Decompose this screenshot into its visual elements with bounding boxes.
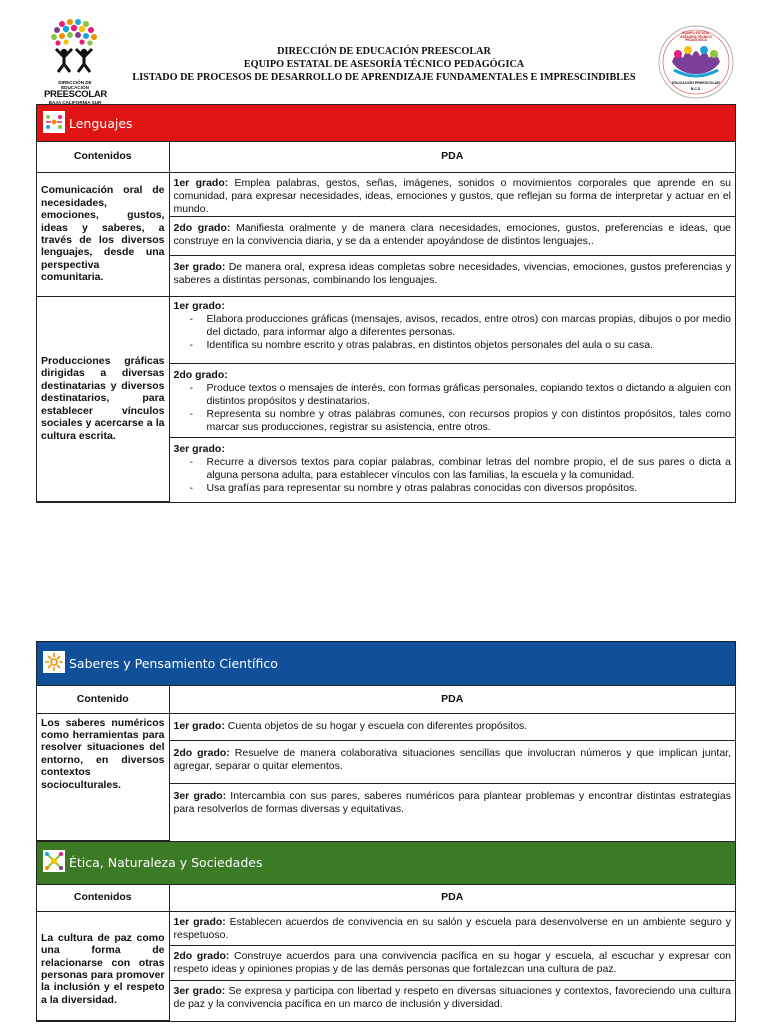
table-row (37, 912, 735, 946)
grade-label: 3er grado: (173, 789, 227, 802)
saberes-icon (43, 651, 65, 676)
list-item: - Usa grafías para representar su nombre y otras palabras conocidas con diversos propósitos. (174, 482, 732, 495)
saberes-etica-section (36, 641, 736, 1022)
content-cell: Producciones gráficas dirigidas a diversas destinatarias y diversos destinatarios, para establecer vínculos sociales y acercarse a la cultura escrita. (37, 296, 169, 501)
column-header-contenido: Contenido (37, 686, 169, 713)
pda-cell (169, 740, 735, 783)
lenguajes-table (37, 142, 735, 502)
grade-label: 1er grado: (173, 916, 226, 928)
content-cell: La cultura de paz como una forma de relacionarse con otras personas para promover la inclusión y el respeto a la diversidad. (37, 912, 169, 1021)
etica-table (37, 885, 735, 1022)
list-item: - Recurre a diversos textos para copiar palabras, combinar letras del nombre propio, el de sus pares o dicta a alguna persona adulta, para establecer vínculos con las familias, la escuela y la comunidad. (174, 456, 732, 482)
list-item: - Representa su nombre y otras palabras comunes, con recursos propios y con distintos propósitos, tales como marcar sus producciones, registrar su asistencia, entre otros. (174, 408, 732, 434)
grade-label: 3er grado: (173, 985, 226, 997)
table-header-row (37, 686, 735, 713)
logo-sub-text: BAJA CALIFORNIA SUR (48, 100, 102, 105)
pda-cell (169, 363, 735, 437)
saberes-header-bar (37, 642, 735, 686)
list-item: - Produce textos o mensajes de interés, con formas gráficas personales, copiando textos o dictando a alguien con distintos propósitos y destinatarios. (174, 382, 732, 408)
lenguajes-title: Lenguajes (69, 115, 133, 131)
grade-text: Resuelve de manera colaborativa situaciones sencillas que involucran números y que implican juntar, agregar, separar o quitar elementos. (173, 746, 732, 772)
table-row (37, 713, 735, 740)
saberes-table (37, 686, 735, 841)
lenguajes-header-bar (37, 105, 735, 142)
grade-text: De manera oral, expresa ideas completas sobre necesidades, vivencias, emociones, gustos preferencias y saberes a distintas personas, combinando los lenguajes. (173, 260, 731, 286)
emblem-tiny-text: B.C.S. (691, 87, 701, 91)
emblem-bottom-text: EDUCACIÓN PREESCOLAR (672, 81, 720, 85)
lenguajes-icon (43, 111, 65, 136)
grade-label: 2do grado: (173, 368, 228, 381)
tree-icon (44, 18, 106, 74)
lenguajes-section (36, 104, 736, 503)
column-header-pda: PDA (169, 142, 735, 172)
pda-cell (169, 981, 735, 1021)
table-row (37, 296, 735, 363)
grade-text: Construye acuerdos para una convivencia pacífica en su hogar y escuela, al escuchar y expresar con respeto ideas y opiniones propias y de las demás personas que fortalezcan una cultura de paz. (173, 950, 731, 975)
logo-big-text: PREESCOLAR (44, 89, 107, 100)
column-header-contenidos: Contenidos (37, 142, 169, 172)
header-line-3: LISTADO DE PROCESOS DE DESARROLLO DE APRENDIZAJE FUNDAMENTALES E IMPRESCINDIBLES (132, 72, 636, 83)
etica-icon (43, 850, 65, 875)
column-header-contenidos: Contenidos (37, 885, 169, 912)
grade-label: 1er grado: (173, 720, 225, 732)
grade-label: 2do grado: (173, 746, 230, 759)
list-item: - Elabora producciones gráficas (mensajes, avisos, recados, entre otros) con marcas propias, dibujos o por medio del dictado, para informar algo a diferentes personas. (174, 313, 732, 339)
grade-text: Cuenta objetos de su hogar y escuela con diferentes propósitos. (227, 720, 528, 732)
table-row (37, 172, 735, 216)
pda-cell (169, 296, 735, 363)
grade-text: Intercambia con sus pares, saberes numéricos para plantear problemas y encontrar distintas estrategias para resolverlos de formas diversas y equitativas. (173, 789, 731, 815)
equipo-estatal-logo (656, 24, 736, 100)
pda-cell (169, 216, 735, 255)
header-titles (100, 45, 668, 84)
content-cell: Los saberes numéricos como herramientas para resolver situaciones del entorno, en diversos contextos socioculturales. (37, 713, 169, 840)
table-header-row (37, 885, 735, 912)
column-header-pda: PDA (169, 686, 735, 713)
list-item: - Identifica su nombre escrito y otras palabras, en distintos objetos personales del aula o su casa. (174, 339, 732, 352)
grade-text: Establecen acuerdos de convivencia en su salón y escuela para desenvolverse en un ambiente seguro y respetuoso. (173, 916, 731, 941)
content-cell: Comunicación oral de necesidades, emociones, gustos, ideas y saberes, a través de los diversos lenguajes, desde una perspectiva comunitaria. (37, 172, 169, 296)
pda-cell (169, 783, 735, 840)
grade-text: Manifiesta oralmente y de manera clara necesidades, emociones, gustos, preferencias e ideas, que construye en la convivencia diaria, y se da a entender apoyándose de distintos lenguajes,. (173, 221, 731, 247)
etica-title: Ética, Naturaleza y Sociedades (69, 855, 263, 870)
grade-label: 2do grado: (173, 950, 230, 962)
pda-cell (169, 946, 735, 981)
document-header (0, 0, 768, 104)
saberes-title: Saberes y Pensamiento Científico (69, 656, 278, 671)
pda-cell (169, 255, 735, 296)
etica-header-bar (37, 841, 735, 885)
grade-list (174, 382, 732, 434)
pda-cell (169, 437, 735, 501)
grade-list (174, 456, 732, 495)
grade-label: 3er grado: (173, 260, 226, 273)
grade-text: Se expresa y participa con libertad y respeto en diversas situaciones y contextos, favoreciendo una cultura de paz y la convivencia pacífica en un marco de inclusión y diversidad. (173, 985, 731, 1010)
logo-small-text: DIRECCIÓN DE EDUCACIÓN (58, 80, 92, 90)
pda-cell (169, 912, 735, 946)
pda-cell (169, 713, 735, 740)
grade-label: 1er grado: (173, 176, 229, 189)
preescolar-logo (44, 18, 106, 104)
header-line-2: EQUIPO ESTATAL DE ASESORÍA TÉCNICO PEDAGÓGICA (243, 59, 525, 70)
table-header-row (37, 142, 735, 172)
grade-label: 3er grado: (173, 442, 225, 455)
header-line-1: DIRECCIÓN DE EDUCACIÓN PREESCOLAR (277, 46, 491, 57)
column-header-pda: PDA (169, 885, 735, 912)
grade-text: Emplea palabras, gestos, señas, imágenes, sonidos o movimientos corporales que aprende en su comunidad, para expresar necesidades, ideas, emociones y gustos, que reflejan su forma de interpretar y actuar en el mundo. (173, 176, 731, 215)
pda-cell (169, 172, 735, 216)
emblem-top-text: EQUIPO ESTATAL ASESORÍA TÉCNICO PEDAGÓGICA (680, 31, 712, 43)
grade-label: 2do grado: (173, 221, 231, 234)
grade-list (174, 313, 732, 352)
grade-label: 1er grado: (173, 299, 225, 312)
